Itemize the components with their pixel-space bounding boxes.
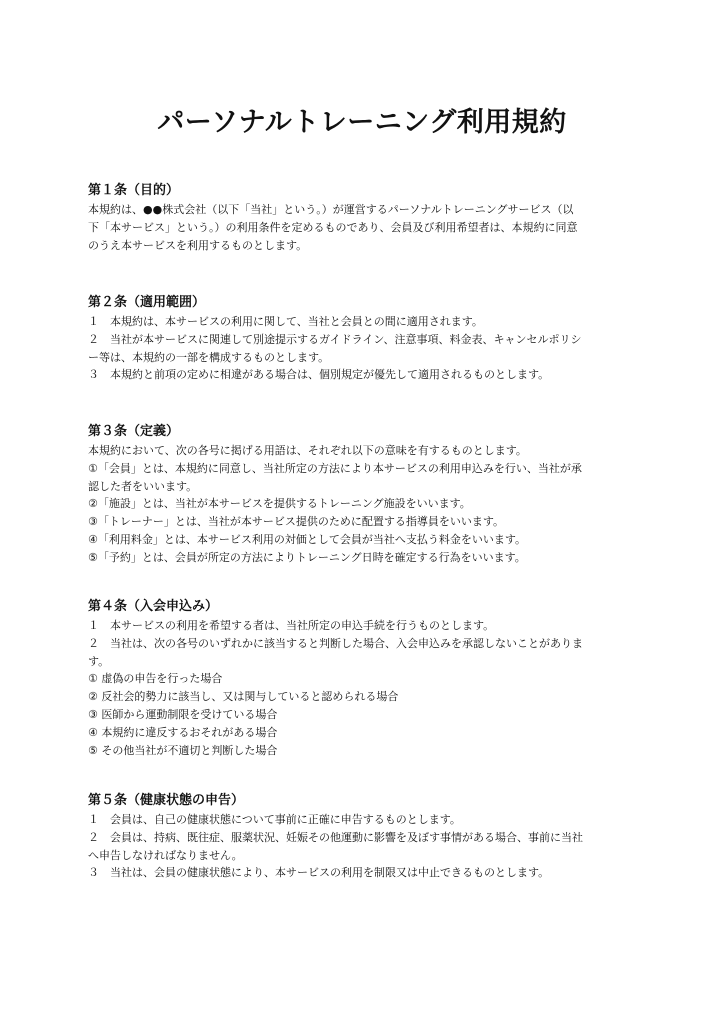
article-2 [88,294,648,384]
article-line: １ 会員は、自己の健康状態について事前に正確に申告するものとします。 [88,813,461,826]
article-line: ③「トレーナー」とは、当社が本サービス提供のために配置する指導員をいいます。 [88,515,504,529]
article-3 [88,423,648,567]
article-line: ⑤ その他当社が不適切と判断した場合 [88,743,278,757]
article-line: ３ 当社は、会員の健康状態により、本サービスの利用を制限又は中止できるものとします。 [88,866,550,880]
article-line: １ 本サービスの利用を希望する者は、当社所定の申込手続を行うものとします。 [88,619,495,632]
article-line: ① 虚偽の申告を行った場合 [88,672,223,686]
article-line: 本規約は、●●株式会社（以下「当社」という。）が運営するパーソナルトレーニングサービス（以 [88,203,574,216]
article-line: １ 本規約は、本サービスの利用に関して、当社と会員との間に適用されます。 [88,315,483,328]
article-line: 認した者をいいます。 [88,479,198,493]
article-line: ④「利用料金」とは、本サービス利用の対価として会員が当社へ支払う料金をいいます。 [88,532,526,546]
article-line: ー等は、本規約の一部を構成するものとします。 [88,350,330,364]
article-line: ②「施設」とは、当社が本サービスを提供するトレーニング施設をいいます。 [88,497,471,511]
article-line: ② 反社会的勢力に該当し、又は関与していると認められる場合 [88,690,399,704]
article-line: ２ 当社は、次の各号のいずれかに該当すると判断した場合、入会申込みを承認しないことがありま [88,636,583,650]
article-line: 下「本サービス」という。）の利用条件を定めるものであり、会員及び利用希望者は、本規約に同意 [88,220,578,234]
article-line: ④ 本規約に違反するおそれがある場合 [88,725,278,739]
article-line: ①「会員」とは、本規約に同意し、当社所定の方法により本サービスの利用申込みを行い、当社が承 [88,461,582,475]
article-line: ３ 本規約と前項の定めに相違がある場合は、個別規定が優先して適用されるものとします。 [88,368,550,382]
article-line: のうえ本サービスを利用するものとします。 [88,238,308,252]
article-5 [88,792,648,882]
article-4 [88,598,648,759]
article-line: ③ 医師から運動制限を受けている場合 [88,707,278,721]
article-heading: 第５条（健康状態の申告） [88,793,245,808]
article-heading: 第３条（定義） [88,424,180,439]
article-line: 本規約において、次の各号に掲げる用語は、それぞれ以下の意味を有するものとします。 [88,444,527,457]
document-title: パーソナルトレーニング利用規約 [157,107,567,138]
article-line: す。 [88,654,110,668]
article-line: ２ 当社が本サービスに関連して別途提示するガイドライン、注意事項、料金表、キャンセルポリシ [88,332,582,346]
article-heading: 第４条（入会申込み） [88,599,219,614]
article-heading: 第２条（適用範囲） [88,295,206,310]
article-heading: 第１条（目的） [88,183,180,198]
article-line: ２ 会員は、持病、既往症、服薬状況、妊娠その他運動に影響を及ぼす事情がある場合、事前に当社 [88,830,583,844]
article-line: ⑤「予約」とは、会員が所定の方法によりトレーニング日時を確定する行為をいいます。 [88,550,526,564]
article-1 [88,182,648,254]
article-line: へ申告しなければなりません。 [88,848,243,862]
